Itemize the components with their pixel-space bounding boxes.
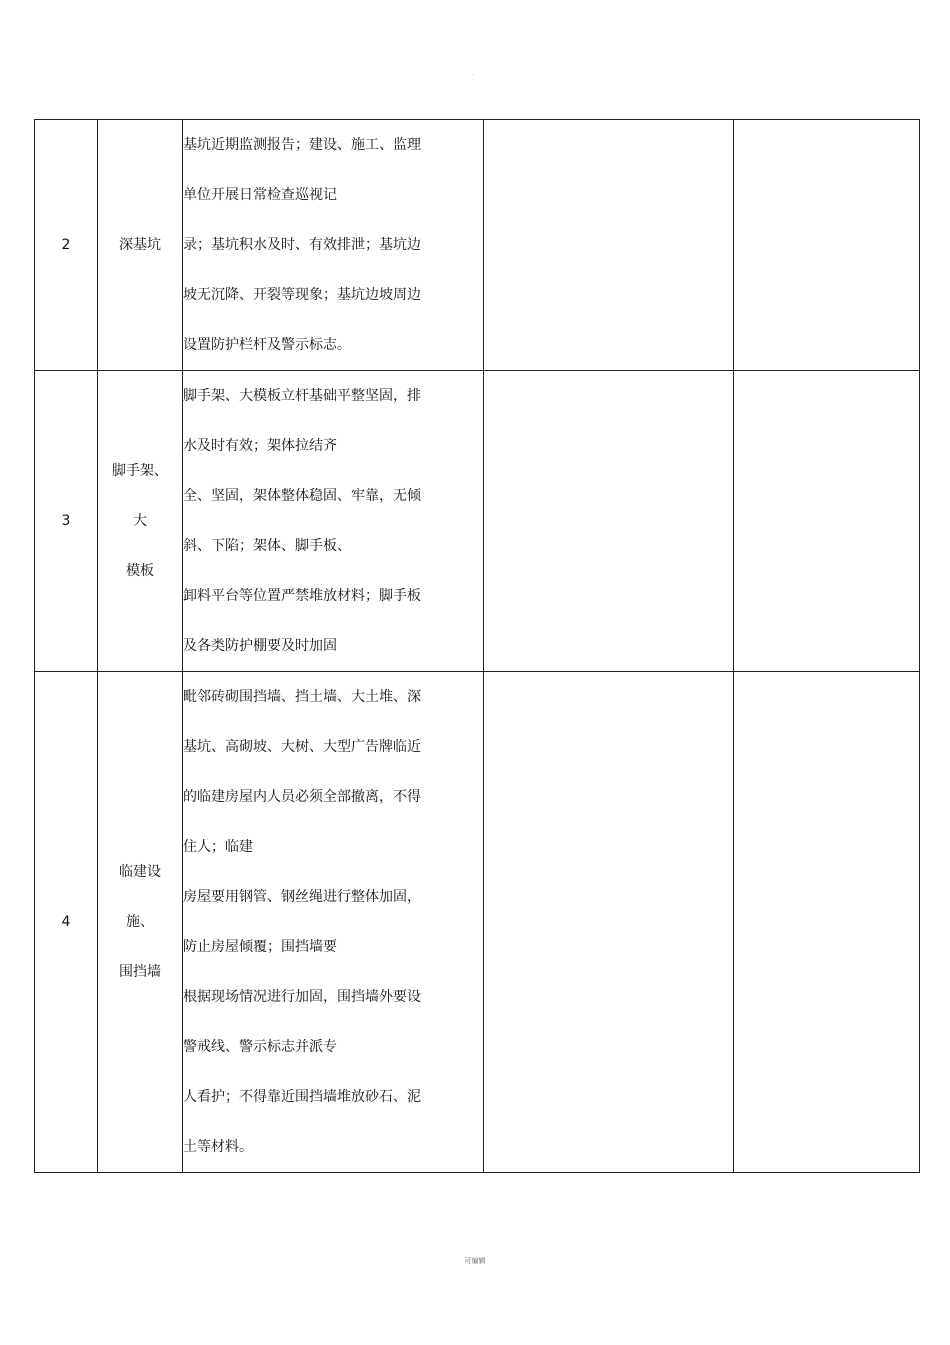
item-name-line: 模板 — [126, 563, 154, 579]
item-name-line: 临建设 — [119, 864, 161, 880]
item-name — [98, 672, 183, 1173]
content-line: 斜、下陷；架体、脚手板、 — [183, 538, 351, 554]
item-name-line: 脚手架、 — [112, 463, 168, 479]
row-number: 2 — [35, 120, 98, 371]
content-line: 土等材料。 — [183, 1139, 253, 1155]
content-line: 住人；临建 — [183, 839, 253, 855]
content-line: 单位开展日常检查巡视记 — [183, 187, 337, 203]
content-line: 卸料平台等位置严禁堆放材料；脚手板 — [183, 588, 421, 604]
item-content — [183, 672, 484, 1173]
item-name-line: 大 — [133, 513, 147, 529]
row-number: 3 — [35, 371, 98, 672]
content-line: 防止房屋倾覆；围挡墙要 — [183, 939, 337, 955]
content-line: 设置防护栏杆及警示标志。 — [183, 337, 351, 353]
content-line: 基坑近期监测报告；建设、施工、监理 — [183, 137, 421, 153]
content-line: 房屋要用钢管、钢丝绳进行整体加固， — [183, 889, 421, 905]
item-name-line: 围挡墙 — [119, 964, 161, 980]
empty-cell — [734, 120, 920, 371]
row-number: 4 — [35, 672, 98, 1173]
empty-cell — [484, 120, 734, 371]
table-row — [35, 120, 920, 371]
content-line: 脚手架、大模板立杆基础平整坚固，排 — [183, 388, 421, 404]
empty-cell — [484, 672, 734, 1173]
content-line: 全、坚固，架体整体稳固、牢靠，无倾 — [183, 488, 421, 504]
content-line: 录；基坑积水及时、有效排泄；基坑边 — [183, 237, 421, 253]
item-content — [183, 120, 484, 371]
content-line: 人看护；不得靠近围挡墙堆放砂石、泥 — [183, 1089, 421, 1105]
table-row — [35, 672, 920, 1173]
item-content — [183, 371, 484, 672]
item-name-line: 深基坑 — [119, 237, 161, 253]
content-line: 毗邻砖砌围挡墙、挡土墙、大土堆、深 — [183, 689, 421, 705]
content-line: 水及时有效；架体拉结齐 — [183, 438, 337, 454]
item-name — [98, 371, 183, 672]
item-name-line: 施、 — [126, 914, 154, 930]
item-name — [98, 120, 183, 371]
inspection-table — [34, 119, 920, 1173]
content-line: 根据现场情况进行加固，围挡墙外要设 — [183, 989, 421, 1005]
page-footer: 可编辑 — [464, 1257, 486, 1265]
content-line: 及各类防护棚要及时加固 — [183, 638, 337, 654]
content-line: 的临建房屋内人员必须全部撤离，不得 — [183, 789, 421, 805]
table-row — [35, 371, 920, 672]
empty-cell — [734, 672, 920, 1173]
empty-cell — [734, 371, 920, 672]
empty-cell — [484, 371, 734, 672]
content-line: 基坑、高砌坡、大树、大型广告牌临近 — [183, 739, 421, 755]
content-line: 警戒线、警示标志并派专 — [183, 1039, 337, 1055]
page-top-mark: . — [472, 70, 474, 77]
content-line: 坡无沉降、开裂等现象；基坑边坡周边 — [183, 287, 421, 303]
